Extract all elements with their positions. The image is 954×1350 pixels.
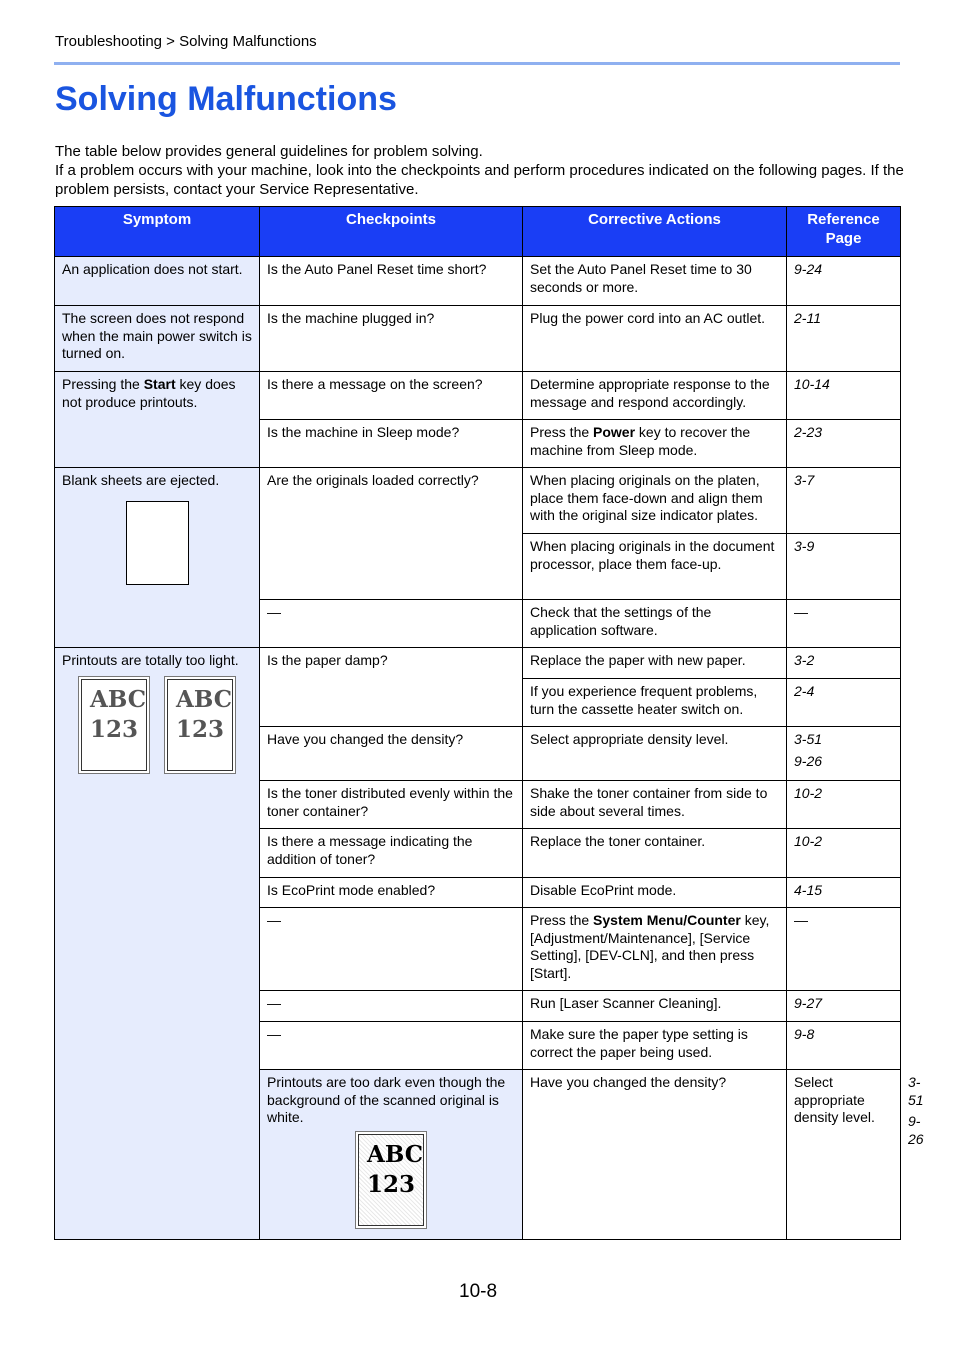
- checkpoint-cell: Have you changed the density?: [260, 727, 523, 781]
- symptom-cell: The screen does not respond when the main power switch is turned on.: [55, 306, 260, 372]
- reference-cell: [787, 727, 901, 781]
- checkpoint-cell: Is the paper damp?: [260, 648, 523, 727]
- action-cell: Run [Laser Scanner Cleaning].: [523, 991, 787, 1022]
- intro-line-2: If a problem occurs with your machine, look into the checkpoints and perform procedures indicated on the following pages. If the problem persists, contact your Service Representative.: [55, 162, 904, 198]
- checkpoint-cell: Have you changed the density?: [523, 1070, 787, 1240]
- intro-text: [55, 142, 905, 199]
- dark-print-sample: [267, 1131, 515, 1229]
- checkpoint-cell: —: [260, 600, 523, 648]
- symptom-text: Blank sheets are ejected.: [62, 472, 220, 488]
- symptom-cell: [260, 1070, 523, 1240]
- reference-link[interactable]: 10-14: [787, 372, 901, 420]
- reference-link[interactable]: 9-27: [787, 991, 901, 1022]
- checkpoint-cell: —: [260, 908, 523, 991]
- action-cell: Make sure the paper type setting is correct the paper being used.: [523, 1022, 787, 1070]
- symptom-cell: An application does not start.: [55, 257, 260, 306]
- action-cell: When placing originals on the platen, place them face-down and align them with the original size indicator plates.: [523, 468, 787, 534]
- reference-link[interactable]: 3-7: [787, 468, 901, 534]
- reference-link[interactable]: 3-2: [787, 648, 901, 679]
- sample-text: ABC: [176, 685, 233, 713]
- start-key-label: Start: [143, 376, 176, 392]
- table-row: [55, 648, 901, 679]
- action-cell: Replace the paper with new paper.: [523, 648, 787, 679]
- action-cell: Shake the toner container from side to side about several times.: [523, 781, 787, 829]
- checkpoint-cell: Is the toner distributed evenly within the toner container?: [260, 781, 523, 829]
- action-cell: Set the Auto Panel Reset time to 30 seconds or more.: [523, 257, 787, 306]
- header-checkpoints: Checkpoints: [260, 207, 523, 257]
- reference-link[interactable]: 9-24: [787, 257, 901, 306]
- table-header-row: [55, 207, 901, 257]
- header-corrective-actions: Corrective Actions: [523, 207, 787, 257]
- reference-link[interactable]: 3-51: [794, 731, 823, 747]
- sample-image: [355, 1131, 427, 1229]
- symptom-text: Printouts are totally too light.: [62, 652, 239, 668]
- checkpoint-cell: Are the originals loaded correctly?: [260, 468, 523, 600]
- action-cell: Select appropriate density level.: [523, 727, 787, 781]
- action-text: Press the: [530, 912, 594, 928]
- sample-text: ABC: [90, 685, 147, 713]
- action-cell: Check that the settings of the application software.: [523, 600, 787, 648]
- table-row: [55, 372, 901, 420]
- sample-text: ABC: [367, 1140, 424, 1168]
- page-number: 10-8: [459, 1281, 498, 1302]
- symptom-cell: [55, 648, 260, 1240]
- table-row: [55, 257, 901, 306]
- action-text: key, [Adjustment/Maintenance], [Service Setting], [DEV-CLN], and then press [Start].: [530, 912, 770, 981]
- action-text: Press the: [530, 424, 594, 440]
- sample-text: 123: [90, 715, 139, 743]
- checkpoint-cell: Is EcoPrint mode enabled?: [260, 878, 523, 908]
- power-key-label: Power: [593, 424, 636, 440]
- action-cell: If you experience frequent problems, turn the cassette heater switch on.: [523, 679, 787, 727]
- action-cell: [523, 908, 787, 991]
- checkpoint-cell: Is there a message on the screen?: [260, 372, 523, 420]
- symptom-text: Printouts are too dark even though the background of the scanned original is white.: [267, 1074, 506, 1125]
- reference-link[interactable]: 2-23: [787, 420, 901, 468]
- sample-image: [78, 676, 150, 774]
- reference-link[interactable]: 3-9: [787, 534, 901, 600]
- reference-link[interactable]: 9-8: [787, 1022, 901, 1070]
- action-cell: Determine appropriate response to the message and respond accordingly.: [523, 372, 787, 420]
- blank-sheet-illustration: [126, 501, 189, 585]
- checkpoint-cell: Is the machine in Sleep mode?: [260, 420, 523, 468]
- reference-link[interactable]: 2-4: [787, 679, 901, 727]
- reference-cell: —: [787, 908, 901, 991]
- header-symptom: Symptom: [55, 207, 260, 257]
- action-text: key to recover the machine from Sleep mode.: [530, 424, 751, 458]
- header-reference-page: Reference Page: [787, 207, 901, 257]
- breadcrumb: Troubleshooting > Solving Malfunctions: [55, 33, 317, 50]
- reference-link[interactable]: 10-2: [787, 829, 901, 878]
- checkpoint-cell: Is the machine plugged in?: [260, 306, 523, 372]
- sample-text: 123: [367, 1170, 416, 1198]
- action-cell: [523, 420, 787, 468]
- symptom-cell: [55, 468, 260, 648]
- reference-link[interactable]: 2-11: [787, 306, 901, 372]
- sample-image: [164, 676, 236, 774]
- table-row: [55, 468, 901, 534]
- table-row: Printouts are too dark even though the background of the scanned original is white. ABC 123 Have you changed the density? Select appropriate density level. 3-51 9-26: [55, 1070, 901, 1240]
- action-cell: Replace the toner container.: [523, 829, 787, 878]
- checkpoint-cell: —: [260, 1022, 523, 1070]
- page-title: Solving Malfunctions: [55, 80, 397, 118]
- action-cell: Plug the power cord into an AC outlet.: [523, 306, 787, 372]
- system-menu-key-label: System Menu/Counter: [593, 912, 741, 928]
- checkpoint-cell: Is the Auto Panel Reset time short?: [260, 257, 523, 306]
- symptom-cell: [55, 372, 260, 468]
- action-cell: When placing originals in the document processor, place them face-up.: [523, 534, 787, 600]
- header-rule: [54, 62, 900, 65]
- sample-text: 123: [176, 715, 225, 743]
- reference-link[interactable]: 9-26: [794, 752, 823, 769]
- reference-link[interactable]: 10-2: [787, 781, 901, 829]
- checkpoint-cell: —: [260, 991, 523, 1022]
- action-cell: Disable EcoPrint mode.: [523, 878, 787, 908]
- reference-cell: —: [787, 600, 901, 648]
- symptom-text: key does not produce printouts.: [62, 376, 236, 410]
- table-row: [55, 306, 901, 372]
- reference-link[interactable]: 4-15: [787, 878, 901, 908]
- checkpoint-cell: Is there a message indicating the addition of toner?: [260, 829, 523, 878]
- malfunctions-table: [54, 206, 924, 1240]
- light-print-samples: [62, 676, 252, 774]
- symptom-text: Pressing the: [62, 376, 144, 392]
- intro-line-1: The table below provides general guidelines for problem solving.: [55, 143, 483, 160]
- action-cell: Select appropriate density level.: [787, 1070, 901, 1240]
